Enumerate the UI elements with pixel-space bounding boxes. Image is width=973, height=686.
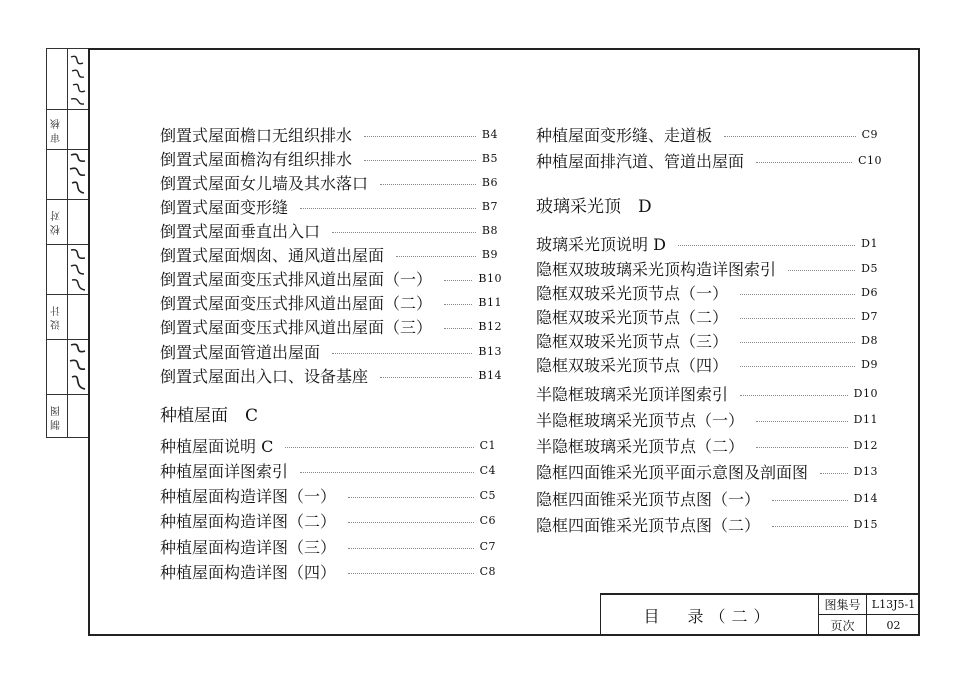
toc-entry-code: C7 xyxy=(479,539,496,553)
leader-dots xyxy=(364,159,476,161)
leader-dots xyxy=(740,293,855,295)
signature-scribble xyxy=(67,49,89,109)
toc-entry[interactable] xyxy=(160,436,496,454)
toc-entry-code: D15 xyxy=(853,517,878,531)
toc-entry-code: C5 xyxy=(479,488,496,502)
label-design: 设计 xyxy=(51,302,63,331)
leader-dots xyxy=(348,547,474,549)
leader-dots xyxy=(364,135,476,137)
signature-strip xyxy=(46,48,88,438)
toc-entry-code: D9 xyxy=(861,357,878,371)
leader-dots xyxy=(724,135,856,137)
leader-dots xyxy=(678,244,855,246)
toc-entry-code: D13 xyxy=(853,464,878,478)
leader-dots xyxy=(772,525,848,527)
toc-entry[interactable] xyxy=(160,245,498,263)
toc-entry-title: 半隐框玻璃采光顶详图索引 xyxy=(536,384,729,404)
leader-dots xyxy=(396,255,476,257)
toc-entry-title: 半隐框玻璃采光顶节点（一） xyxy=(536,410,745,430)
toc-entry-code: C10 xyxy=(858,153,882,167)
toc-entry-title: 种植屋面变形缝、走道板 xyxy=(536,125,713,145)
toc-entry-title: 隐框四面锥采光顶节点图（一） xyxy=(536,489,761,509)
toc-entry-title: 隐框双玻采光顶节点（三） xyxy=(536,331,729,351)
toc-entry[interactable] xyxy=(536,515,878,533)
toc-entry-title: 种植屋面构造详图（一） xyxy=(160,486,337,506)
section-heading-c: 种植屋面 C xyxy=(160,406,259,426)
toc-entry[interactable] xyxy=(160,125,498,143)
toc-entry-title: 倒置式屋面出入口、设备基座 xyxy=(160,366,369,386)
toc-entry-code: D6 xyxy=(861,285,878,299)
toc-entry-title: 倒置式屋面檐口无组织排水 xyxy=(160,125,353,145)
toc-entry[interactable] xyxy=(536,259,878,277)
leader-dots xyxy=(756,161,852,163)
toc-entry-title: 倒置式屋面檐沟有组织排水 xyxy=(160,149,353,169)
toc-entry[interactable] xyxy=(536,331,878,349)
toc-entry[interactable] xyxy=(160,173,498,191)
toc-entry-code: D7 xyxy=(861,309,878,323)
toc-entry-title: 倒置式屋面管道出屋面 xyxy=(160,342,321,362)
atlas-label: 图集号 xyxy=(818,593,866,615)
toc-entry-code: D5 xyxy=(861,261,878,275)
toc-entry-title: 种植屋面构造详图（四） xyxy=(160,562,337,582)
leader-dots xyxy=(740,341,855,343)
toc-entry-code: C4 xyxy=(479,463,496,477)
toc-entry-title: 隐框双玻玻璃采光顶构造详图索引 xyxy=(536,259,777,279)
leader-dots xyxy=(348,496,474,498)
leader-dots xyxy=(444,303,472,305)
toc-entry-code: D12 xyxy=(853,438,878,452)
toc-entry[interactable] xyxy=(160,537,496,555)
leader-dots xyxy=(300,207,476,209)
toc-entry-title: 种植屋面说明 C xyxy=(160,436,274,456)
toc-entry-title: 种植屋面详图索引 xyxy=(160,461,289,481)
toc-entry-code: B6 xyxy=(481,175,498,189)
toc-entry[interactable] xyxy=(536,355,878,373)
toc-entry[interactable] xyxy=(536,462,878,480)
leader-dots xyxy=(332,231,476,233)
leader-dots xyxy=(756,446,848,448)
toc-entry[interactable] xyxy=(160,342,502,360)
leader-dots xyxy=(348,521,474,523)
toc-entry[interactable] xyxy=(536,436,878,454)
toc-entry[interactable] xyxy=(536,384,878,402)
atlas-number: L13J5-1 xyxy=(866,593,920,615)
leader-dots xyxy=(332,352,472,354)
toc-entry[interactable] xyxy=(536,125,878,143)
leader-dots xyxy=(820,472,848,474)
toc-entry-title: 隐框双玻采光顶节点（一） xyxy=(536,283,729,303)
title-block xyxy=(600,593,920,636)
toc-entry-title: 隐框四面锥采光顶平面示意图及剖面图 xyxy=(536,462,809,482)
toc-entry-code: B8 xyxy=(481,223,498,237)
toc-entry[interactable] xyxy=(160,486,496,504)
toc-entry-title: 隐框双玻采光顶节点（二） xyxy=(536,307,729,327)
toc-entry[interactable] xyxy=(536,283,878,301)
toc-entry-code: B10 xyxy=(478,271,502,285)
toc-entry[interactable] xyxy=(160,197,498,215)
toc-entry-code: D11 xyxy=(853,412,878,426)
toc-entry-code: D8 xyxy=(861,333,878,347)
toc-entry-code: D1 xyxy=(861,236,878,250)
leader-dots xyxy=(285,446,473,448)
toc-entry-title: 倒置式屋面变压式排风道出屋面（一） xyxy=(160,269,433,289)
toc-entry-code: B13 xyxy=(478,344,502,358)
toc-entry-title: 种植屋面构造详图（二） xyxy=(160,511,337,531)
toc-entry-code: B11 xyxy=(478,295,502,309)
label-drawing: 制图 xyxy=(51,402,63,430)
page-label: 页次 xyxy=(818,615,866,636)
leader-dots xyxy=(444,279,472,281)
toc-entry-code: B7 xyxy=(481,199,498,213)
signature-scribble xyxy=(67,339,89,394)
toc-entry-code: B9 xyxy=(481,247,498,261)
toc-entry[interactable] xyxy=(160,562,496,580)
leader-dots xyxy=(380,376,472,378)
toc-entry-title: 倒置式屋面变形缝 xyxy=(160,197,289,217)
toc-entry-code: B14 xyxy=(478,368,502,382)
label-check: 校对 xyxy=(51,207,63,236)
toc-entry-code: B12 xyxy=(478,319,502,333)
leader-dots xyxy=(756,420,848,422)
toc-entry-code: C6 xyxy=(479,513,496,527)
leader-dots xyxy=(380,183,476,185)
toc-entry-title: 种植屋面排汽道、管道出屋面 xyxy=(536,151,745,171)
toc-entry-title: 倒置式屋面变压式排风道出屋面（三） xyxy=(160,317,433,337)
toc-entry-title: 倒置式屋面垂直出入口 xyxy=(160,221,321,241)
toc-entry[interactable] xyxy=(536,489,878,507)
leader-dots xyxy=(444,327,472,329)
section-heading-d: 玻璃采光顶 D xyxy=(536,197,652,217)
toc-entry[interactable] xyxy=(160,511,496,529)
leader-dots xyxy=(772,499,848,501)
toc-entry[interactable] xyxy=(160,293,502,311)
toc-entry-title: 种植屋面构造详图（三） xyxy=(160,537,337,557)
toc-entry-title: 半隐框玻璃采光顶节点（二） xyxy=(536,436,745,456)
toc-entry-title: 玻璃采光顶说明 D xyxy=(536,234,666,254)
toc-entry-title: 隐框双玻采光顶节点（四） xyxy=(536,355,729,375)
signature-scribble xyxy=(67,149,89,199)
leader-dots xyxy=(788,269,855,271)
toc-entry-title: 隐框四面锥采光顶节点图（二） xyxy=(536,515,761,535)
toc-entry-code: C8 xyxy=(479,564,496,578)
toc-entry-code: B4 xyxy=(481,127,498,141)
signature-scribble xyxy=(67,244,89,294)
toc-entry[interactable] xyxy=(160,366,502,384)
toc-entry[interactable] xyxy=(536,307,878,325)
leader-dots xyxy=(348,572,474,574)
leader-dots xyxy=(300,471,474,473)
toc-entry[interactable] xyxy=(160,461,496,479)
toc-entry-title: 倒置式屋面烟囱、通风道出屋面 xyxy=(160,245,385,265)
toc-entry-code: B5 xyxy=(481,151,498,165)
toc-entry[interactable] xyxy=(536,151,882,169)
toc-entry-title: 倒置式屋面女儿墙及其水落口 xyxy=(160,173,369,193)
leader-dots xyxy=(740,365,855,367)
sheet-title: 目 录（二） xyxy=(600,593,818,636)
leader-dots xyxy=(740,394,848,396)
toc-entry-code: D14 xyxy=(853,491,878,505)
toc-entry[interactable] xyxy=(160,149,498,167)
toc-entry[interactable] xyxy=(160,221,498,239)
leader-dots xyxy=(740,317,855,319)
page-number: 02 xyxy=(866,615,920,636)
toc-entry[interactable] xyxy=(536,410,878,428)
toc-entry-code: D10 xyxy=(853,386,878,400)
toc-entry[interactable] xyxy=(160,269,502,287)
toc-entry-code: C1 xyxy=(479,438,496,452)
toc-entry[interactable] xyxy=(536,234,878,252)
toc-entry[interactable] xyxy=(160,317,502,335)
label-review: 审核 xyxy=(51,115,63,143)
toc-entry-title: 倒置式屋面变压式排风道出屋面（二） xyxy=(160,293,433,313)
toc-entry-code: C9 xyxy=(861,127,878,141)
